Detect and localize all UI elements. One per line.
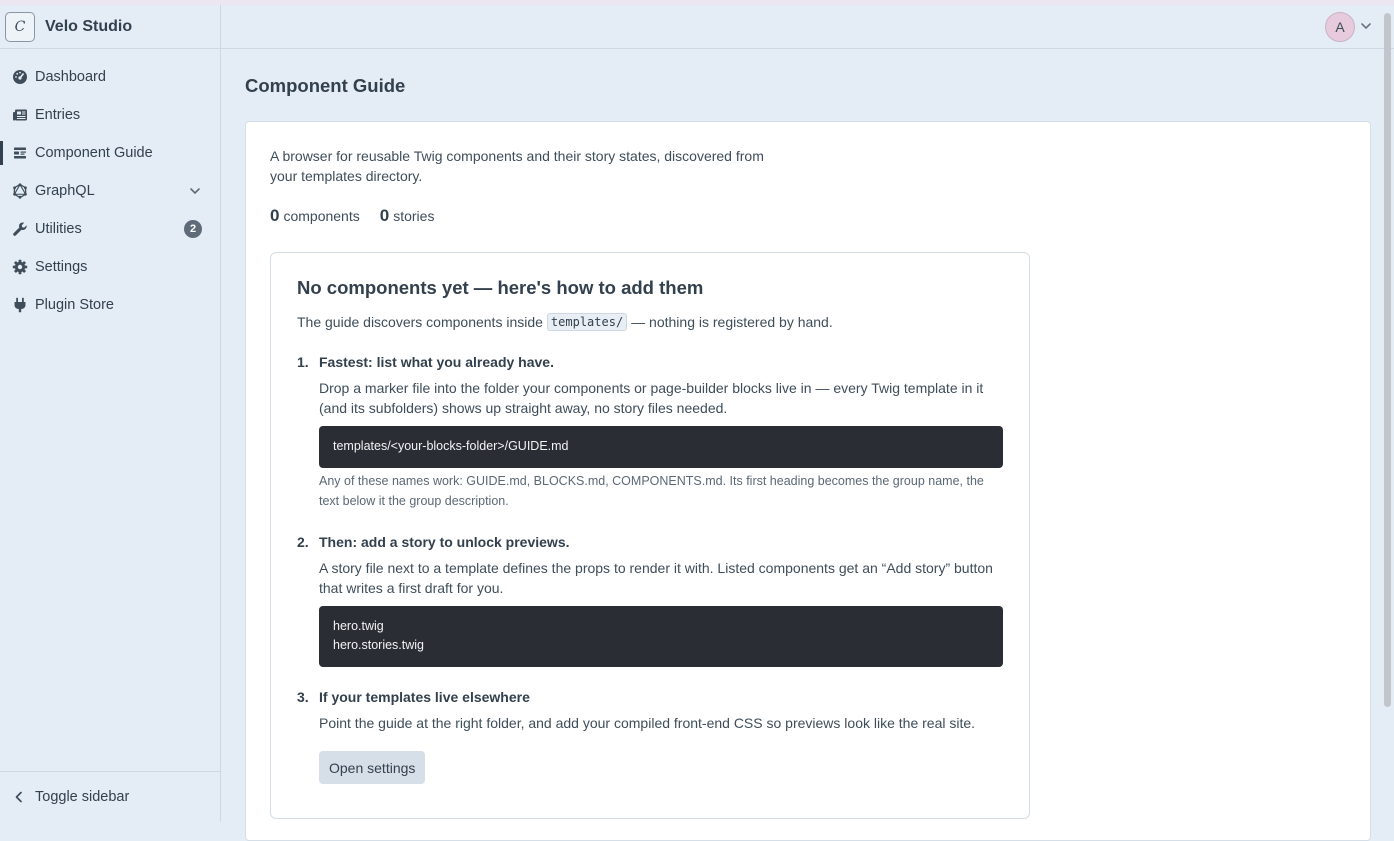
components-count: 0 <box>270 206 280 225</box>
dashboard-gauge-icon <box>12 69 28 85</box>
brand-name: Velo Studio <box>45 17 133 35</box>
sidebar-item-plugin-store[interactable] <box>0 286 220 324</box>
main-scrollbar[interactable] <box>1380 5 1394 822</box>
step-note: Any of these names work: GUIDE.md, BLOCKS.md, COMPONENTS.md. Its first heading becomes the group name, the text below it the group description. <box>319 474 984 508</box>
step-number: 1. <box>297 354 309 370</box>
sidebar-item-label: Settings <box>35 259 88 275</box>
scrollbar-thumb[interactable] <box>1384 13 1391 707</box>
sidebar-item-label: Dashboard <box>35 69 106 85</box>
desc-text: The guide discovers components inside <box>297 314 543 330</box>
step-number: 3. <box>297 689 309 705</box>
sidebar-item-label: Component Guide <box>35 145 153 161</box>
sidebar-item-graphql[interactable] <box>0 172 220 210</box>
step-title: If your templates live elsewhere <box>319 689 530 705</box>
sidebar-item-label: Entries <box>35 107 81 123</box>
components-stat <box>270 206 360 226</box>
stories-stat <box>380 206 435 226</box>
component-guide-icon <box>12 145 28 161</box>
step-title: Fastest: list what you already have. <box>319 354 554 370</box>
sidebar-item-label: Plugin Store <box>35 297 114 313</box>
content-card <box>245 121 1371 841</box>
step-number: 2. <box>297 534 309 550</box>
wrench-icon <box>12 221 28 237</box>
stories-label: stories <box>393 208 435 224</box>
stats <box>270 206 454 226</box>
plug-icon <box>12 297 28 313</box>
step-1 <box>297 354 1007 514</box>
sidebar <box>0 5 221 822</box>
top-header <box>221 5 1394 49</box>
step-text: A story file next to a template defines the props to render it with. Listed components get an “Add story” button that writes a first draft for you. <box>319 560 993 596</box>
chevron-down-icon[interactable] <box>188 184 202 198</box>
sidebar-item-label: Utilities <box>35 221 82 237</box>
avatar[interactable]: A <box>1325 12 1355 42</box>
chevron-left-icon <box>12 790 26 804</box>
sidebar-item-component-guide[interactable] <box>0 134 220 172</box>
step-title: Then: add a story to unlock previews. <box>319 534 570 550</box>
empty-state-description <box>297 313 833 331</box>
step-text: Drop a marker file into the folder your components or page-builder blocks live in — every Twig template in it (and its subfolders) shows up straight away, no story files needed. <box>319 380 984 416</box>
sidebar-nav <box>0 58 220 324</box>
empty-state-title: No components yet — here's how to add them <box>297 277 704 298</box>
step-3 <box>297 689 1007 789</box>
open-settings-button[interactable]: Open settings <box>319 751 425 784</box>
sidebar-item-entries[interactable] <box>0 96 220 134</box>
desc-text: — nothing is registered by hand. <box>631 314 833 330</box>
intro-text <box>270 146 810 186</box>
code-block <box>319 426 1003 468</box>
code-line: hero.stories.twig <box>333 638 425 652</box>
empty-state-panel <box>270 252 1030 819</box>
app-shell <box>0 5 1394 822</box>
main-content <box>221 5 1394 822</box>
page-title: Component Guide <box>245 75 406 96</box>
templates-path-code: templates/ <box>547 313 627 331</box>
sidebar-item-utilities[interactable] <box>0 210 220 248</box>
step-2 <box>297 534 1007 674</box>
chevron-down-icon[interactable] <box>1360 20 1372 32</box>
intro-line: A browser for reusable Twig components and their story states, discovered from <box>270 148 764 164</box>
intro-line: your templates directory. <box>270 168 423 184</box>
toggle-sidebar-label: Toggle sidebar <box>35 789 130 805</box>
gear-icon <box>12 259 28 275</box>
brand-logo: C <box>5 12 35 42</box>
brand[interactable] <box>0 5 220 49</box>
toggle-sidebar-button[interactable] <box>0 771 220 822</box>
code-line: hero.twig <box>333 619 384 633</box>
components-label: components <box>283 208 360 224</box>
newspaper-icon <box>12 107 28 123</box>
step-text: Point the guide at the right folder, and add your compiled front-end CSS so previews look like the real site. <box>319 715 976 731</box>
graphql-icon <box>12 183 28 199</box>
sidebar-item-dashboard[interactable] <box>0 58 220 96</box>
sidebar-item-settings[interactable] <box>0 248 220 286</box>
sidebar-item-label: GraphQL <box>35 183 95 199</box>
stories-count: 0 <box>379 206 390 225</box>
code-block <box>319 606 1003 667</box>
utilities-count-badge: 2 <box>184 220 202 238</box>
code-line: templates/<your-blocks-folder>/GUIDE.md <box>333 439 569 453</box>
